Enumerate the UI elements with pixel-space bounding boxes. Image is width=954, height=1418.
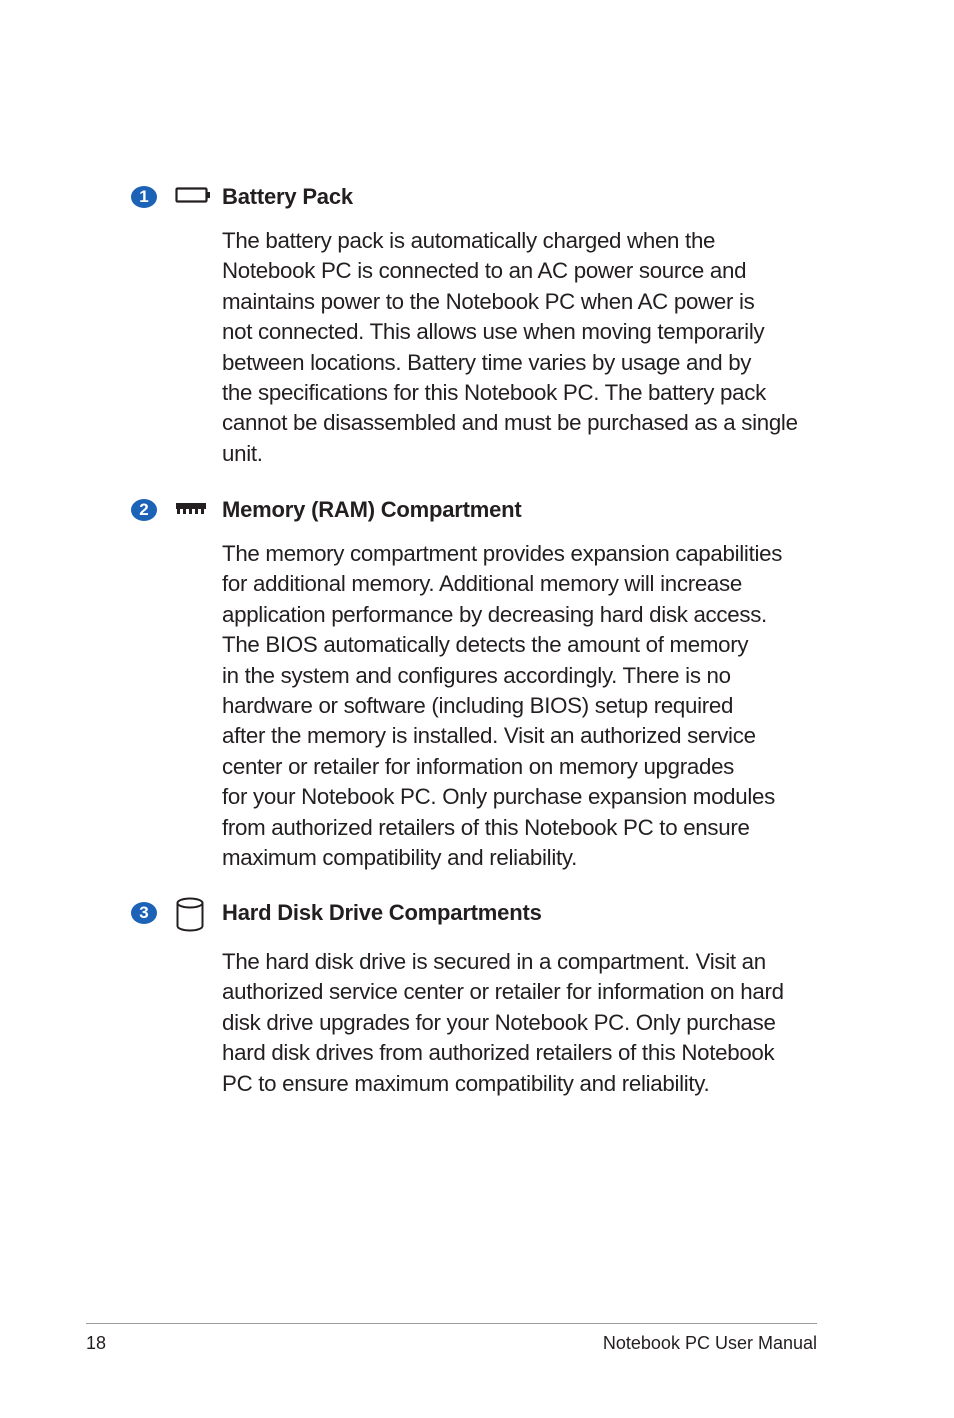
body-line: The hard disk drive is secured in a compartment. Visit an [222, 949, 766, 974]
footer-divider [86, 1323, 817, 1324]
body-line: from authorized retailers of this Notebook PC to ensure [222, 814, 750, 840]
callout-number-1: 1 [131, 186, 157, 208]
body-line: cannot be disassembled and must be purchased as a single [222, 410, 798, 436]
body-line: for additional memory. Additional memory will increase [222, 571, 742, 597]
section-title: Battery Pack [222, 184, 353, 209]
callout-number-3: 3 [131, 902, 157, 924]
manual-title: Notebook PC User Manual [602, 1333, 817, 1353]
page-number: 18 [86, 1333, 107, 1353]
body-line: maintains power to the Notebook PC when AC power is [222, 288, 755, 314]
body-line: for your Notebook PC. Only purchase expansion modules [222, 784, 775, 810]
body-line: hardware or software (including BIOS) setup required [222, 693, 734, 719]
section-body [222, 947, 822, 1099]
section-title: Hard Disk Drive Compartments [222, 900, 542, 925]
body-line: The memory compartment provides expansion capabilities [222, 541, 783, 566]
section-body [222, 226, 822, 469]
battery-icon [175, 186, 211, 209]
body-line: application performance by decreasing hard disk access. [222, 601, 767, 627]
memory-icon [175, 502, 207, 521]
body-line: between locations. Battery time varies by usage and by [222, 349, 752, 375]
hard-disk-icon [175, 897, 205, 938]
body-line: unit. [222, 440, 263, 466]
body-line: maximum compatibility and reliability. [222, 845, 577, 871]
body-line: center or retailer for information on memory upgrades [222, 753, 735, 779]
section-title: Memory (RAM) Compartment [222, 497, 522, 522]
body-line: not connected. This allows use when moving temporarily [222, 319, 765, 345]
body-line: disk drive upgrades for your Notebook PC. Only purchase [222, 1009, 776, 1035]
callout-number-2: 2 [131, 499, 157, 521]
body-line: Notebook PC is connected to an AC power source and [222, 258, 747, 284]
section-body [222, 539, 822, 873]
body-line: The BIOS automatically detects the amount of memory [222, 632, 749, 658]
body-line: PC to ensure maximum compatibility and reliability. [222, 1070, 710, 1096]
body-line: the specifications for this Notebook PC. The battery pack [222, 380, 766, 406]
body-line: authorized service center or retailer for information on hard [222, 979, 784, 1005]
body-line: The battery pack is automatically charged when the [222, 228, 716, 253]
body-line: after the memory is installed. Visit an authorized service [222, 723, 756, 749]
body-line: in the system and configures accordingly. There is no [222, 662, 731, 688]
body-line: hard disk drives from authorized retailers of this Notebook [222, 1040, 775, 1066]
